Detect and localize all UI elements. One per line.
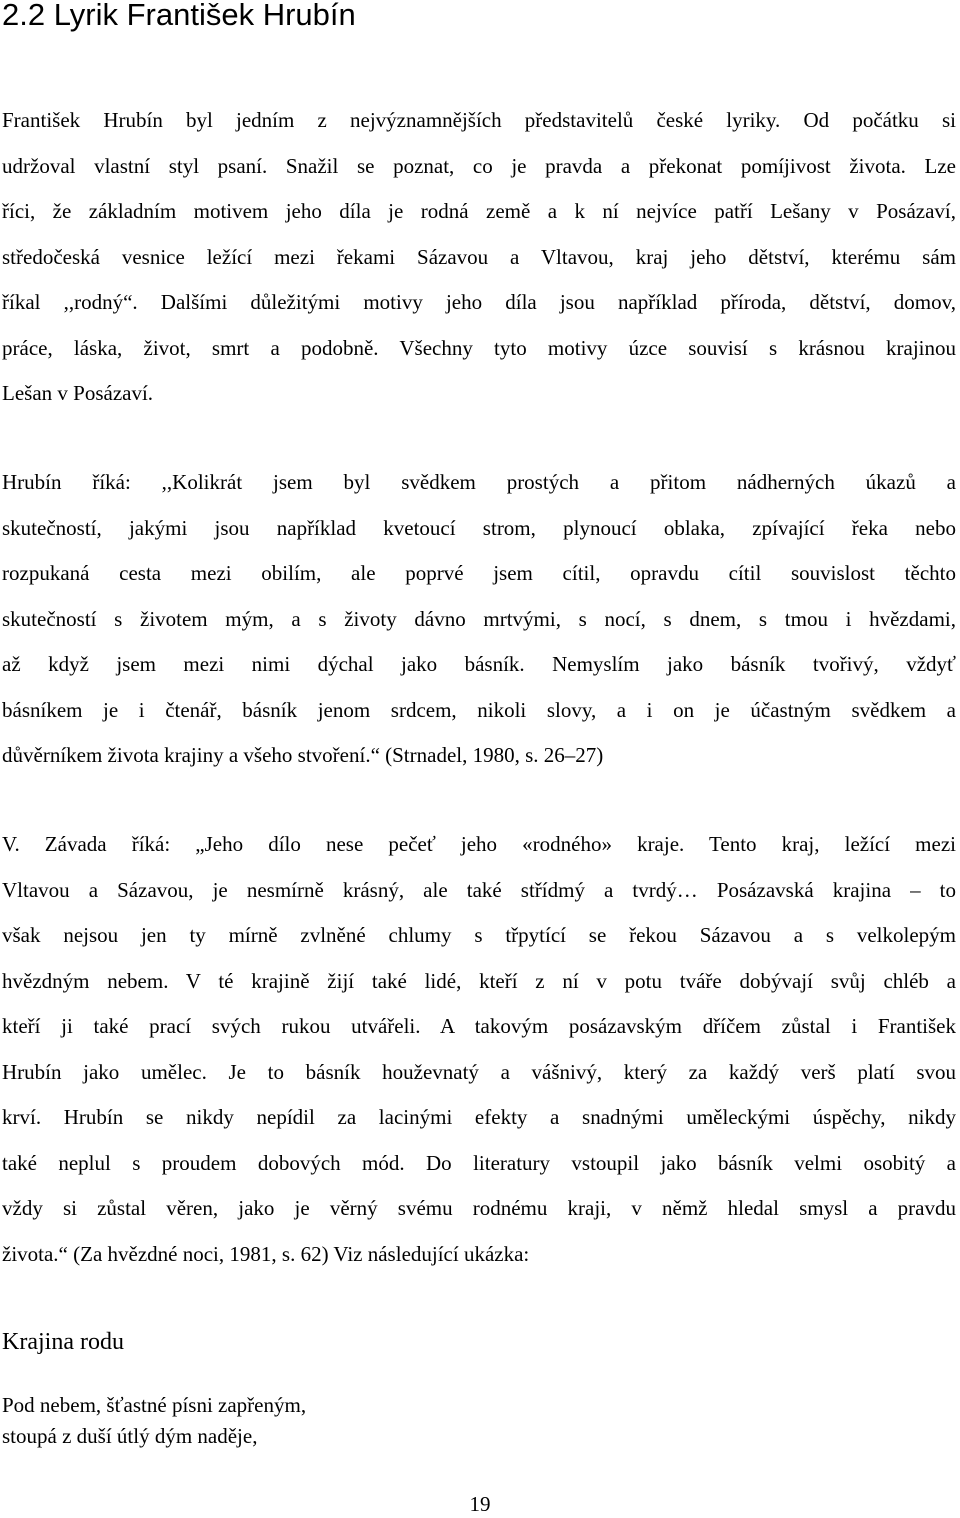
text-line: František Hrubín byl jedním z nejvýznamnějších představitelů české lyriky. Od počátku si (2, 108, 956, 132)
text-line: skutečností, jakými jsou například kvetoucí strom, plynoucí oblaka, zpívající řeka nebo (2, 515, 956, 540)
text-line: Lešan v Posázaví. (2, 381, 154, 405)
text-line: práce, láska, život, smrt a podobně. Všechny tyto motivy úzce souvisí s krásnou krajinou (2, 335, 956, 360)
page-number: 19 (469, 1492, 491, 1516)
text-line: skutečností s životem mým, a s životy dávno mrtvými, s nocí, s dnem, s tmou i hvězdami, (2, 606, 956, 631)
text-line: udržoval vlastní styl psaní. Snažil se poznat, co je pravda a překonat pomíjivost života. Lze (2, 153, 956, 178)
text-line: říkal ,,rodný“. Dalšími důležitými motivy jeho díla jsou například příroda, dětství, domov, (2, 290, 956, 314)
text-line: V. Závada říká: „Jeho dílo nese pečeť jeho «rodného» kraje. Tento kraj, ležící mezi (2, 832, 956, 856)
text-line: důvěrníkem života krajiny a všeho stvoření.“ (Strnadel, 1980, s. 26–27) (2, 743, 604, 767)
paragraph-zavada-quote (2, 822, 956, 1277)
text-line: vždy si zůstal věren, jako je věrný svému rodnému kraji, v němž hledal smysl a pravdu (2, 1196, 956, 1220)
text-line: říci, že základním motivem jeho díla je rodná země a k ní nejvíce patří Lešany v Posázaví, (2, 199, 956, 223)
text-line: života.“ (Za hvězdné noci, 1981, s. 62) Viz následující ukázka: (2, 1241, 530, 1266)
paragraph-hrubin-quote (2, 460, 956, 779)
poem-verse: Pod nebem, šťastné písni zapřeným, (2, 1393, 307, 1417)
text-line: básníkem je i čtenář, básník jenom srdcem, nikoli slovy, a i on je účastným svědkem a (2, 697, 956, 722)
text-line: Hrubín jako umělec. Je to básník houževnatý a vášnivý, který za každý verš platí svou (2, 1059, 956, 1084)
paragraph-intro (2, 98, 956, 417)
text-line: rozpukaná cesta mezi obilím, ale poprvé jsem cítil, opravdu cítil souvislost těchto (2, 561, 956, 585)
text-line: až když jsem mezi nimi dýchal jako básník. Nemyslím jako básník tvořivý, vždyť (2, 652, 956, 676)
text-line: Vltavou a Sázavou, je nesmírně krásný, ale také střídmý a tvrdý… Posázavská krajina – to (2, 877, 956, 902)
text-line: Hrubín říká: ,,Kolikrát jsem byl svědkem prostých a přitom nádherných úkazů a (2, 470, 956, 494)
text-line: krví. Hrubín se nikdy nepídil za lacinými efekty a snadnými uměleckými úspěchy, nikdy (2, 1105, 956, 1129)
section-heading: 2.2 Lyrik František Hrubín (2, 0, 356, 32)
text-line: středočeská vesnice ležící mezi řekami Sázavou a Vltavou, kraj jeho dětství, kterému sám (2, 244, 956, 269)
poem-verse: stoupá z duší útlý dým naděje, (2, 1424, 258, 1448)
text-line: však nejsou jen ty mírně zvlněné chlumy s třpytící se řekou Sázavou a s velkolepým (2, 923, 956, 947)
text-line: také neplul s proudem dobových mód. Do literatury vstoupil jako básník velmi osobitý a (2, 1150, 956, 1175)
poem-excerpt (2, 1390, 306, 1452)
text-line: kteří ji také prací svých rukou utvářeli. A takovým posázavským dříčem zůstal i František (2, 1014, 956, 1038)
text-line: hvězdným nebem. V té krajině žijí také lidé, kteří z ní v potu tváře dobývají svůj chléb a (2, 968, 956, 993)
poem-title: Krajina rodu (2, 1329, 124, 1355)
